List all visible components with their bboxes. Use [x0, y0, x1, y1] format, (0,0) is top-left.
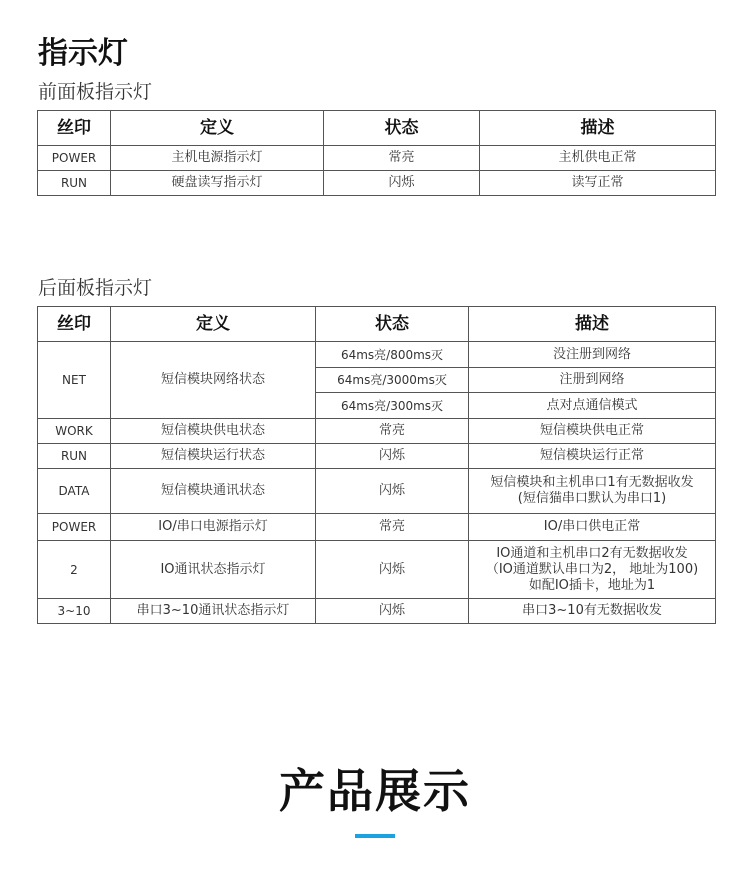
cell: 2 [38, 541, 111, 599]
cell: 闪烁 [316, 599, 469, 624]
cell: 常亮 [316, 419, 469, 444]
table-row [38, 444, 716, 469]
front-panel-subtitle: 前面板指示灯 [38, 81, 153, 103]
table-row [38, 342, 716, 368]
cell: 闪烁 [316, 444, 469, 469]
cell: 短信模块供电状态 [111, 419, 316, 444]
cell: 注册到网络 [469, 368, 716, 393]
table-row [38, 419, 716, 444]
cell: 闪烁 [316, 469, 469, 514]
header-cell: 丝印 [38, 111, 111, 146]
cell: 64ms亮/300ms灭 [316, 393, 469, 419]
cell: 短信模块运行正常 [469, 444, 716, 469]
cell: POWER [38, 146, 111, 171]
cell: 短信模块运行状态 [111, 444, 316, 469]
header-cell: 描述 [480, 111, 716, 146]
cell: 主机供电正常 [480, 146, 716, 171]
rear-panel-subtitle: 后面板指示灯 [38, 277, 153, 299]
accent-divider [355, 834, 395, 838]
cell: 短信模块网络状态 [111, 342, 316, 419]
cell: 硬盘读写指示灯 [111, 171, 324, 196]
cell: 点对点通信模式 [469, 393, 716, 419]
cell: WORK [38, 419, 111, 444]
table-row [38, 469, 716, 514]
cell: 64ms亮/800ms灭 [316, 342, 469, 368]
table-row [38, 514, 716, 541]
cell-line: 短信模块和主机串口1有无数据收发 [490, 475, 694, 490]
cell: 串口3~10有无数据收发 [469, 599, 716, 624]
cell: POWER [38, 514, 111, 541]
table-row [38, 146, 716, 171]
cell: 常亮 [324, 146, 480, 171]
header-cell: 丝印 [38, 307, 111, 342]
cell: 串口3~10通讯状态指示灯 [111, 599, 316, 624]
cell-line: IO通道和主机串口2有无数据收发 [496, 545, 688, 561]
cell: 读写正常 [480, 171, 716, 196]
cell: IO/串口电源指示灯 [111, 514, 316, 541]
cell: 没注册到网络 [469, 342, 716, 368]
cell: 主机电源指示灯 [111, 146, 324, 171]
cell: 短信模块通讯状态 [111, 469, 316, 514]
table-row [38, 599, 716, 624]
cell: IO/串口供电正常 [469, 514, 716, 541]
cell [469, 541, 716, 599]
header-cell: 状态 [324, 111, 480, 146]
table-header [38, 111, 716, 146]
table-row [38, 541, 716, 599]
cell-line: (短信猫串口默认为串口1) [517, 491, 667, 506]
front-panel-table [37, 110, 716, 196]
header-cell: 状态 [316, 307, 469, 342]
header-cell: 描述 [469, 307, 716, 342]
cell: RUN [38, 171, 111, 196]
section-title: 指示灯 [38, 36, 128, 71]
cell: IO通讯状态指示灯 [111, 541, 316, 599]
rear-panel-table [37, 306, 716, 624]
cell-line: （IO通道默认串口为2， 地址为100) [485, 561, 699, 577]
cell: 短信模块供电正常 [469, 419, 716, 444]
cell: 64ms亮/3000ms灭 [316, 368, 469, 393]
cell-line: 如配IO插卡，地址为1 [528, 577, 656, 593]
cell: 闪烁 [324, 171, 480, 196]
header-cell: 定义 [111, 111, 324, 146]
cell: NET [38, 342, 111, 419]
cell [469, 469, 716, 514]
cell: 常亮 [316, 514, 469, 541]
cell: RUN [38, 444, 111, 469]
header-cell: 定义 [111, 307, 316, 342]
cell: DATA [38, 469, 111, 514]
cell: 3~10 [38, 599, 111, 624]
product-showcase-title: 产品展示 [279, 764, 471, 818]
cell: 闪烁 [316, 541, 469, 599]
table-row [38, 171, 716, 196]
table-header [38, 307, 716, 342]
